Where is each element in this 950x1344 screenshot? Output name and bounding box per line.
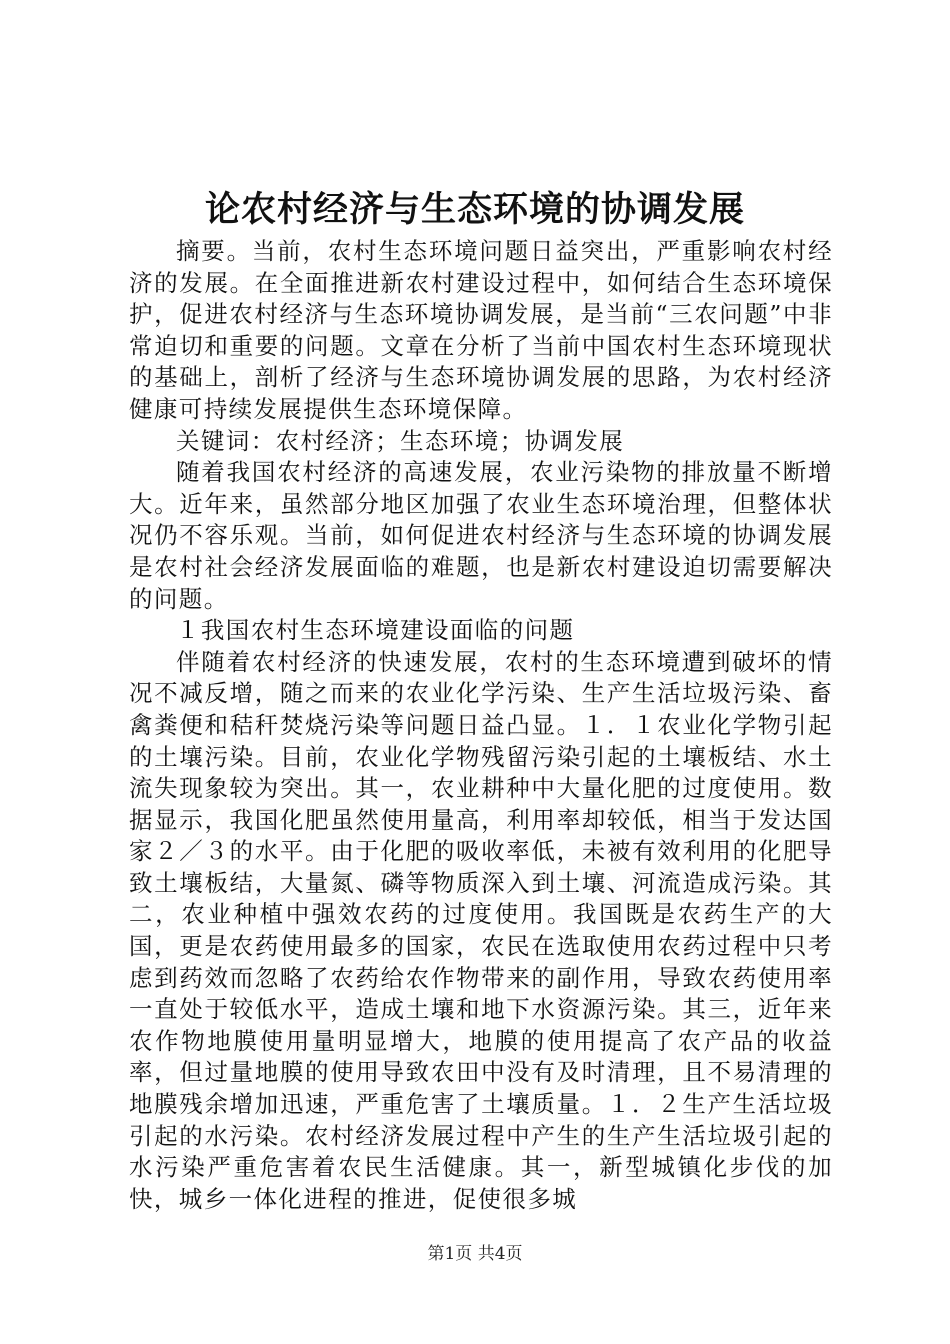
abstract-paragraph: 摘要。当前，农村生态环境问题日益突出，严重影响农村经济的发展。在全面推进新农村建设过程中，如何结合生态环境保护，促进农村经济与生态环境协调发展，是当前“三农问题”中非常迫切和重要的问题。文章在分析了当前中国农村生态环境现状的基础上，剖析了经济与生态环境协调发展的思路，为农村经济健康可持续发展提供生态环境保障。 [129,237,833,423]
keywords-paragraph: 关键词：农村经济；生态环境；协调发展 [176,426,625,455]
page-number-footer: 第1页 共4页 [427,1244,523,1264]
document-body [129,236,833,1215]
intro-paragraph: 随着我国农村经济的高速发展，农业污染物的排放量不断增大。近年来，虽然部分地区加强了农业生态环境治理，但整体状况仍不容乐观。当前，如何促进农村经济与生态环境的协调发展是农村社会经济发展面临的难题，也是新农村建设迫切需要解决的问题。 [129,458,833,613]
body-paragraph: 伴随着农村经济的快速发展，农村的生态环境遭到破坏的情况不减反增，随之而来的农业化学污染、生产生活垃圾污染、畜禽粪便和秸秆焚烧污染等问题日益凸显。１．１农业化学物引起的土壤污染。目前，农业化学物残留污染引起的土壤板结、水土流失现象较为突出。其一，农业耕种中大量化肥的过度使用。数据显示，我国化肥虽然使用量高，利用率却较低，相当于发达国家２／３的水平。由于化肥的吸收率低，未被有效利用的化肥导致土壤板结，大量氮、磷等物质深入到土壤、河流造成污染。其二，农业种植中强效农药的过度使用。我国既是农药生产的大国，更是农药使用最多的国家，农民在选取使用农药过程中只考虑到药效而忽略了农药给农作物带来的副作用，导致农药使用率一直处于较低水平，造成土壤和地下水资源污染。其三，近年来农作物地膜使用量明显增大，地膜的使用提高了农产品的收益率，但过量地膜的使用导致农田中没有及时清理，且不易清理的地膜残余增加迅速，严重危害了土壤质量。１．２生产生活垃圾引起的水污染。农村经济发展过程中产生的生产生活垃圾引起的水污染严重危害着农民生活健康。其一，新型城镇化步伐的加快，城乡一体化进程的推进，促使很多城 [129,647,833,1213]
document-title: 论农村经济与生态环境的协调发展 [204,189,745,230]
section-heading: １我国农村生态环境建设面临的问题 [176,616,575,645]
